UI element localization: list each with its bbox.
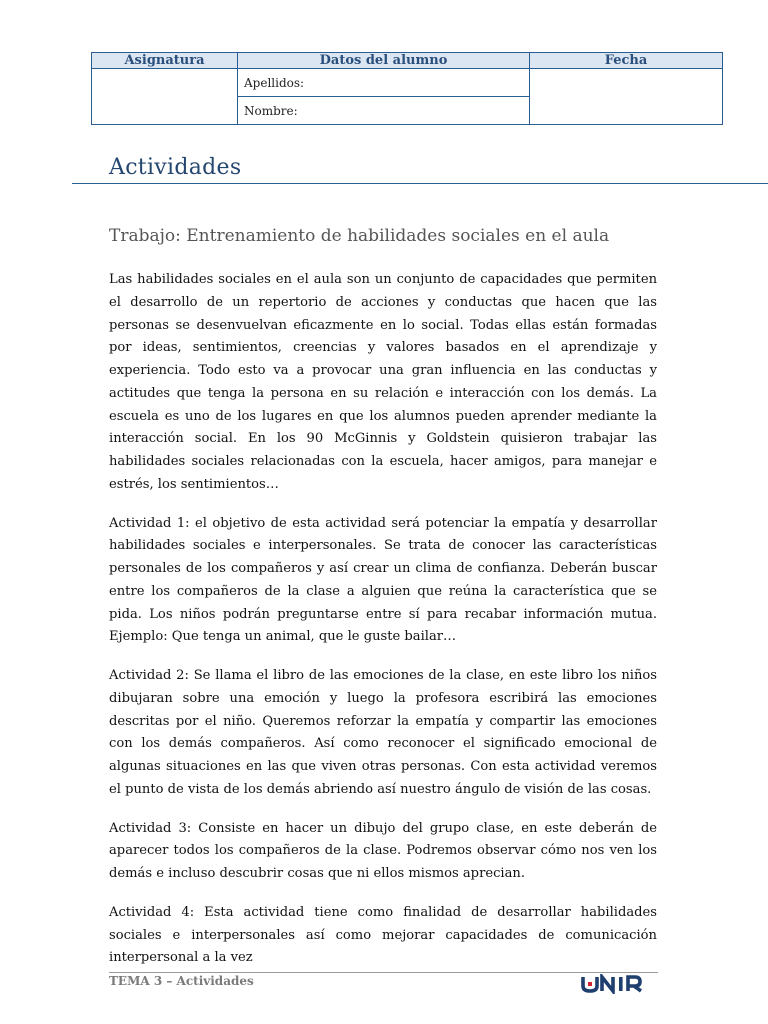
section-title: Actividades: [109, 155, 242, 180]
surname-field: Apellidos:: [238, 69, 530, 97]
header-cell-date: Fecha: [530, 53, 723, 69]
activity-4-paragraph: Actividad 4: Esta actividad tiene como finalidad de desarrollar habilidades sociales e interpersonales así como mejorar capacidades de comunicación interpersonal a la vez: [109, 904, 657, 966]
unir-logo: [581, 974, 659, 994]
document-body: [109, 269, 657, 986]
assignment-subtitle: Trabajo: Entrenamiento de habilidades sociales en el aula: [109, 226, 610, 246]
activity-3-paragraph: Actividad 3: Consiste en hacer un dibujo del grupo clase, en este deberán de aparecer todos los compañeros de la clase. Podremos observar cómo nos ven los demás e incluso descubrir cosas que ni ellos mismos aprecian.: [109, 820, 657, 881]
activity-1-paragraph: Actividad 1: el objetivo de esta actividad será potenciar la empatía y desarrollar habilidades sociales e interpersonales. Se trata de conocer las características personales de los compañeros y así crear un clima de confianza. Deberán buscar entre los compañeros de la clase a alguien que reúna la característica que se pida. Los niños podrán preguntarse entre sí para recabar información mutua. Ejemplo: Que tenga un animal, que le guste bailar…: [109, 515, 657, 645]
header-cell-subject: Asignatura: [92, 53, 238, 69]
name-field: Nombre:: [238, 97, 530, 125]
header-cell-student: Datos del alumno: [238, 53, 530, 69]
subject-cell: [92, 69, 238, 125]
student-data-table: [91, 52, 723, 125]
activity-2-paragraph: Actividad 2: Se llama el libro de las emociones de la clase, en este libro los niños dibujaran sobre una emoción y luego la profesora escribirá las emociones descritas por el niño. Queremos reforzar la empatía y compartir las emociones con los demás compañeros. Así como reconocer el significado emocional de algunas situaciones en las que viven otras personas. Con esta actividad veremos el punto de vista de los demás abriendo así nuestro ángulo de visión de las cosas.: [109, 668, 657, 797]
title-divider: [72, 183, 768, 184]
date-cell: [530, 69, 723, 125]
footer-label: TEMA 3 – Actividades: [109, 974, 254, 988]
footer-divider: [109, 972, 658, 973]
intro-paragraph: Las habilidades sociales en el aula son un conjunto de capacidades que permiten el desarrollo de un repertorio de acciones y conductas que hacen que las personas se desenvuelvan eficazmente en lo social. Todas ellas están formadas por ideas, sentimientos, creencias y valores basados en el aprendizaje y experiencia. Todo esto va a provocar una gran influencia en las conductas y actitudes que tenga la persona en su relación e interacción con los demás. La escuela es uno de los lugares en que los alumnos pueden aprender mediante la interacción social. En los 90 McGinnis y Goldstein quisieron trabajar las habilidades sociales relacionadas con la escuela, hacer amigos, para manejar e estrés, los sentimientos…: [109, 272, 657, 492]
